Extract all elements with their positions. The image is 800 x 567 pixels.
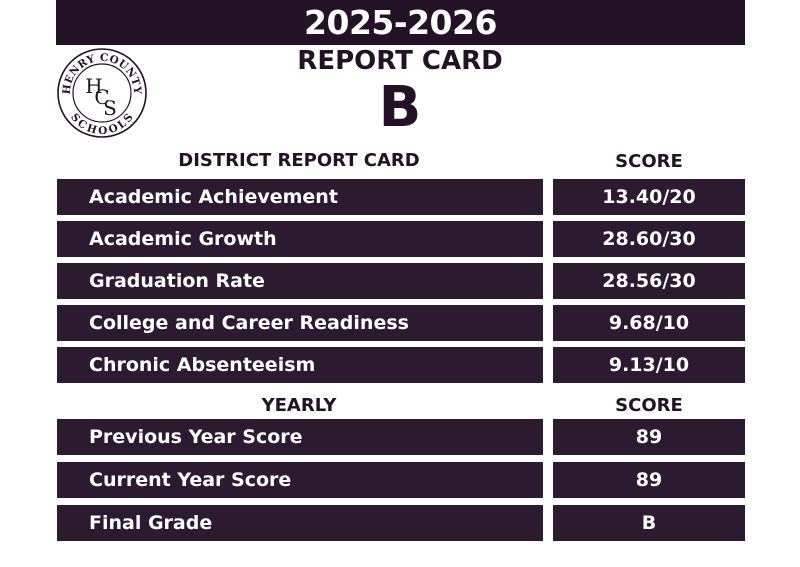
report-card-title: REPORT CARD [297,46,503,76]
district-row-score: 28.56/30 [553,263,745,299]
yearly-row-label: Previous Year Score [57,419,543,455]
school-year: 2025-2026 [304,3,497,42]
logo-monogram-s: S [103,96,117,120]
district-report-card-heading: DISTRICT REPORT CARD [178,150,420,171]
district-row-score: 13.40/20 [553,179,745,215]
logo-monogram-h: H [85,74,103,98]
overall-letter-grade: B [378,75,422,140]
district-score-heading: SCORE [615,151,683,172]
yearly-row-label: Final Grade [57,505,543,541]
district-row-label: Academic Growth [57,221,543,257]
district-row-label: Chronic Absenteeism [57,347,543,383]
yearly-row-label: Current Year Score [57,462,543,498]
district-row-score: 9.68/10 [553,305,745,341]
yearly-row-score: B [553,505,745,541]
logo-bottom-text: SCHOOLS [67,111,137,138]
yearly-row-score: 89 [553,419,745,455]
year-banner [56,0,745,45]
yearly-heading: YEARLY [261,395,337,416]
logo-monogram-c: C [94,85,110,109]
henry-county-schools-logo [56,47,148,139]
district-row-score: 28.60/30 [553,221,745,257]
district-row-label: Graduation Rate [57,263,543,299]
yearly-score-heading: SCORE [615,395,683,416]
yearly-row-score: 89 [553,462,745,498]
district-row-score: 9.13/10 [553,347,745,383]
district-row-label: College and Career Readiness [57,305,543,341]
logo-top-text: HENRY COUNTY [60,51,144,95]
district-row-label: Academic Achievement [57,179,543,215]
